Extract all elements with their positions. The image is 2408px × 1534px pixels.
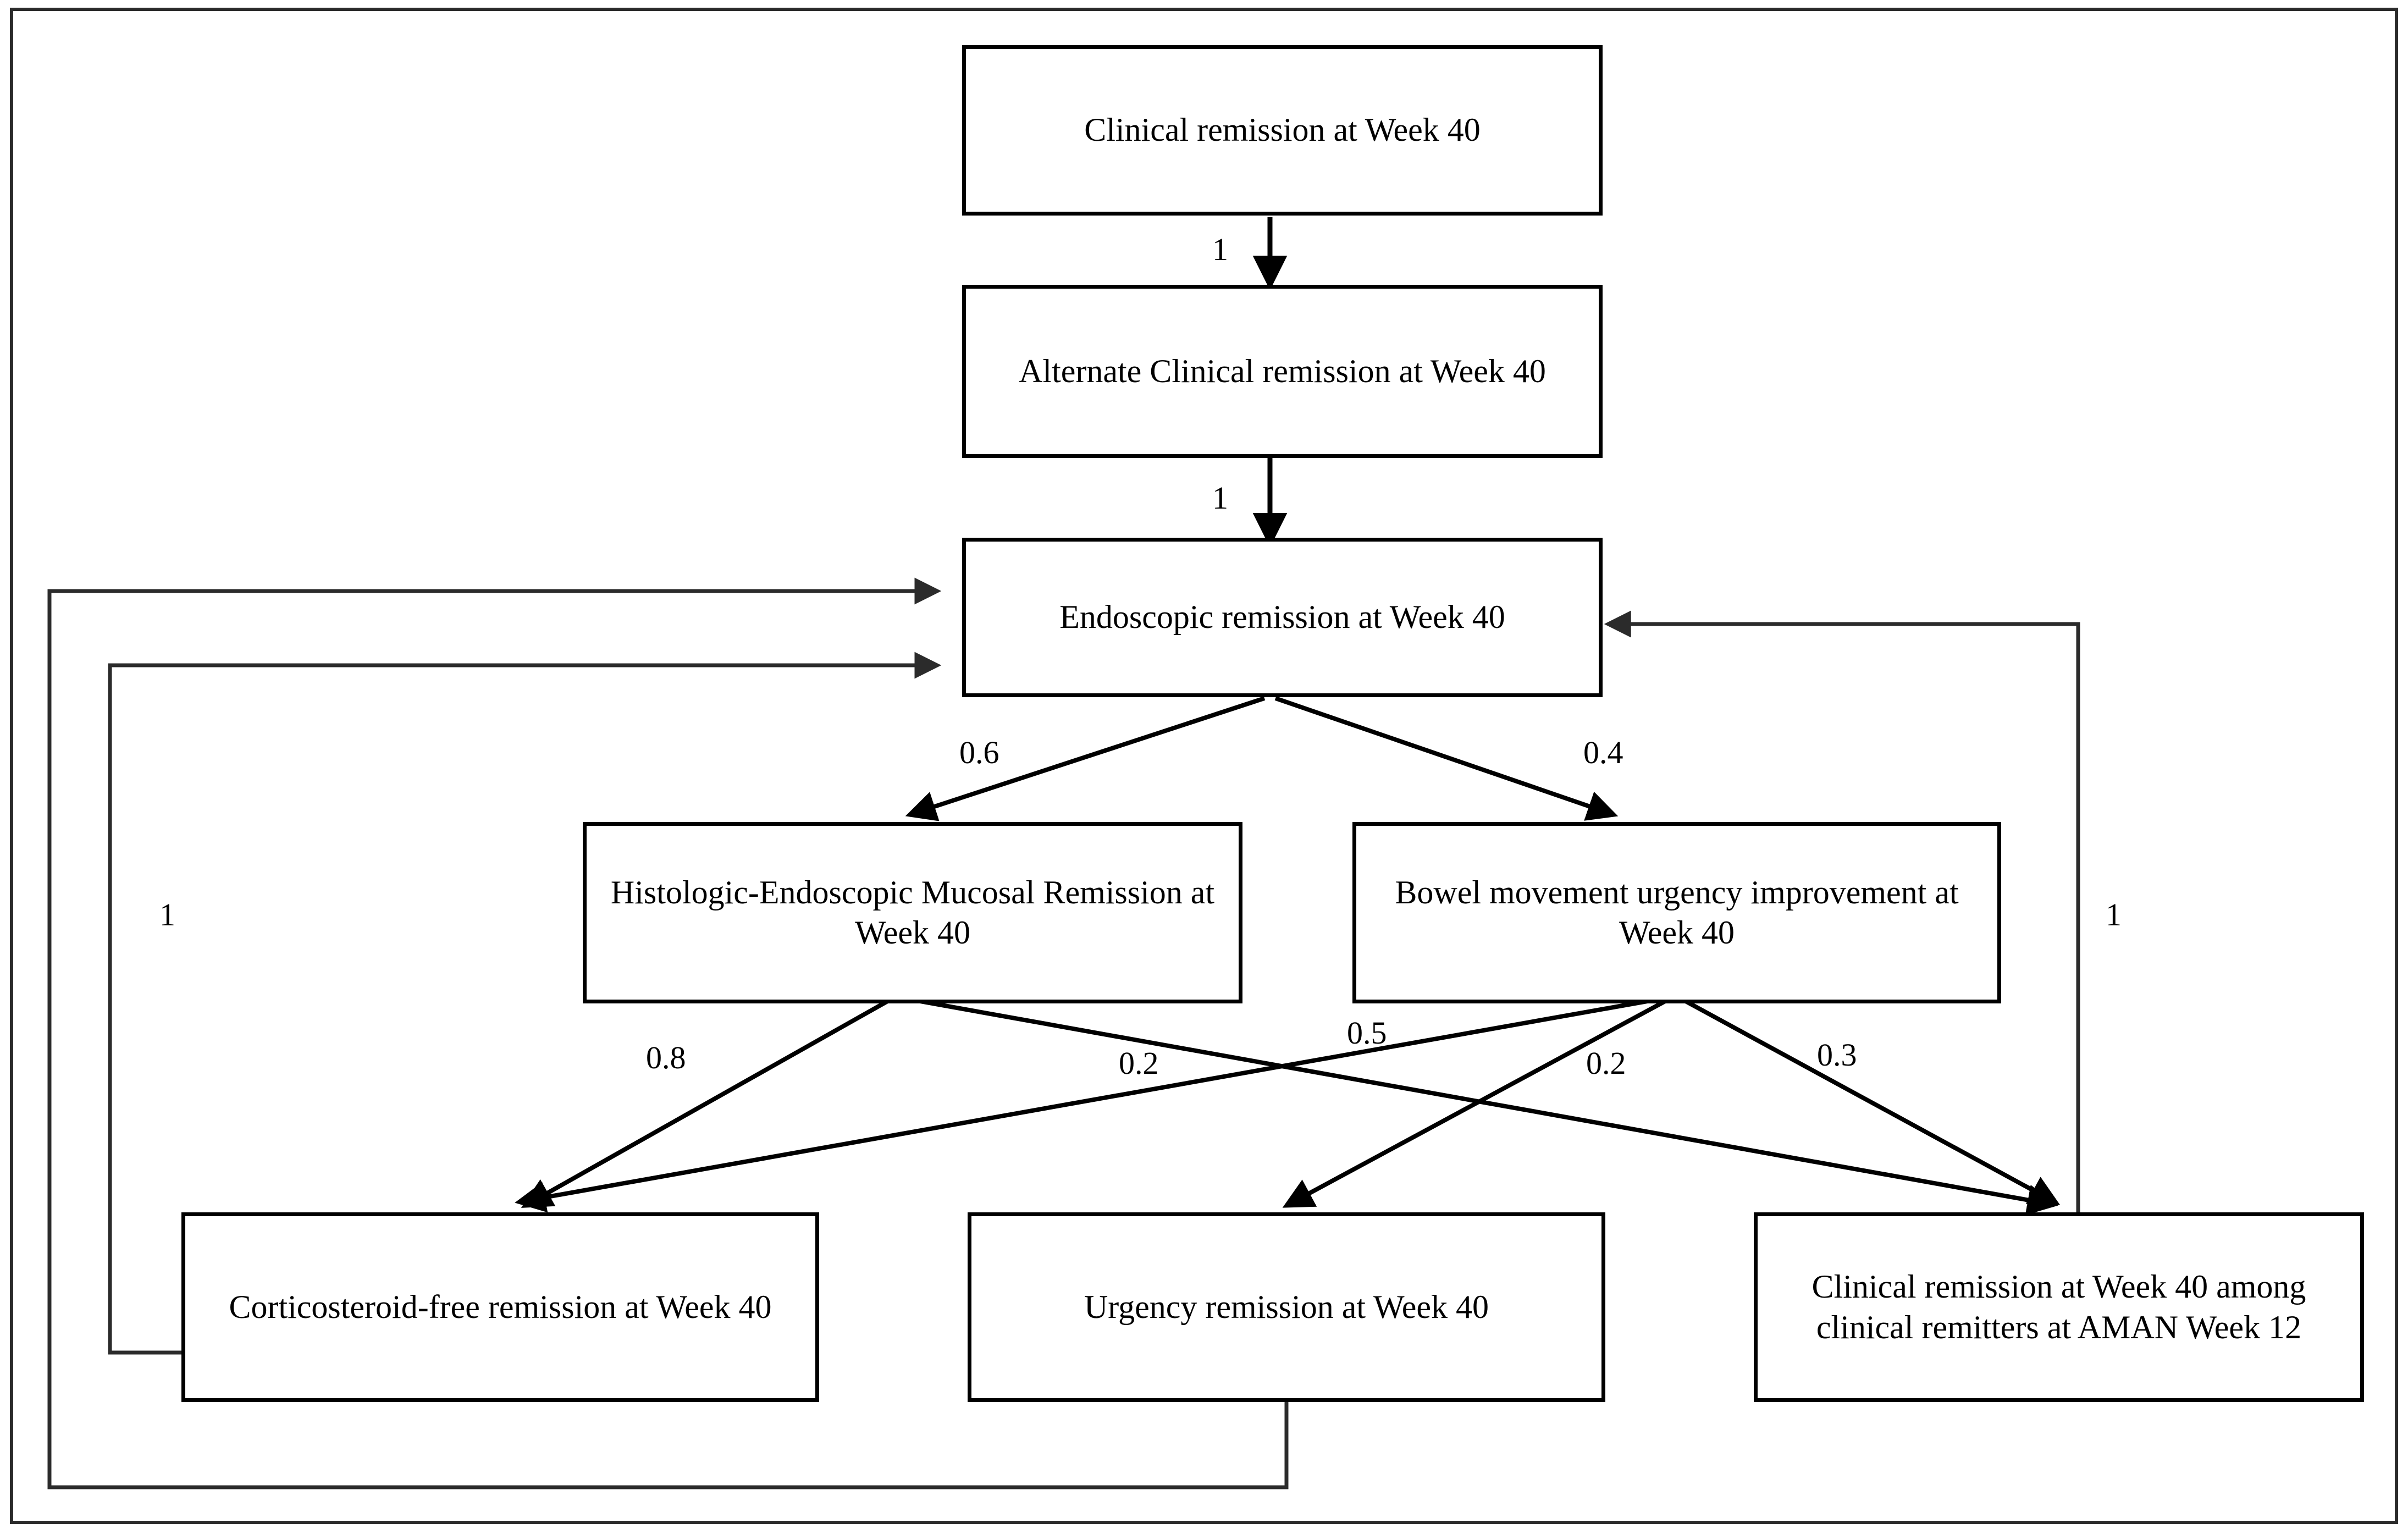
edge-weight-value: 0.5 bbox=[1347, 1015, 1387, 1051]
node-corticosteroid-free-remission-week40[interactable] bbox=[181, 1212, 819, 1402]
node-clinical-remission-week40[interactable] bbox=[962, 45, 1603, 216]
edge-weight-value: 1 bbox=[1212, 480, 1228, 516]
edge-weight-corticosteroid-loopback bbox=[159, 896, 175, 933]
edge-weight-value: 0.8 bbox=[646, 1040, 686, 1075]
node-alternate-clinical-remission-week40[interactable] bbox=[962, 285, 1603, 458]
node-clinical-remission-among-remitters-aman-week12[interactable] bbox=[1754, 1212, 2364, 1402]
edge-weight-value: 0.4 bbox=[1583, 735, 1623, 770]
node-label: Endoscopic remission at Week 40 bbox=[1059, 599, 1505, 636]
edge-weight-value: 1 bbox=[159, 897, 175, 932]
edge-weight-clinical-to-alternate bbox=[1212, 231, 1228, 268]
node-endoscopic-remission-week40[interactable] bbox=[962, 538, 1603, 697]
node-bowel-movement-urgency-improvement-week40[interactable] bbox=[1352, 822, 2001, 1003]
node-label: Urgency remission at Week 40 bbox=[1084, 1288, 1489, 1325]
node-label: Corticosteroid-free remission at Week 40 bbox=[229, 1288, 772, 1325]
edge-weight-value: 1 bbox=[2106, 897, 2122, 932]
edge-weight-endoscopic-to-bowel-urgency bbox=[1583, 734, 1623, 771]
edge-weight-bowel-to-corticosteroid bbox=[1347, 1014, 1387, 1051]
edge-weight-value: 0.3 bbox=[1817, 1037, 1857, 1073]
edge-weight-endoscopic-to-histologic bbox=[959, 734, 999, 771]
edge-weight-alternate-to-endoscopic bbox=[1212, 479, 1228, 516]
edge-weight-histologic-to-corticosteroid bbox=[646, 1039, 686, 1076]
node-urgency-remission-week40[interactable] bbox=[968, 1212, 1605, 1402]
edge-weight-value: 1 bbox=[1212, 231, 1228, 267]
node-label: Alternate Clinical remission at Week 40 bbox=[1019, 352, 1546, 389]
node-label: Bowel movement urgency improvement at Week 40 bbox=[1395, 874, 1959, 951]
edge-weight-histologic-to-remitters bbox=[1119, 1045, 1159, 1081]
node-label: Histologic-Endoscopic Mucosal Remission at Week 40 bbox=[610, 874, 1215, 951]
edge-weight-value: 0.2 bbox=[1586, 1045, 1626, 1081]
edge-weight-bowel-to-urgency-remission bbox=[1586, 1045, 1626, 1081]
node-label: Clinical remission at Week 40 among clinical remitters at AMAN Week 12 bbox=[1811, 1268, 2306, 1345]
edge-weight-value: 0.6 bbox=[959, 735, 999, 770]
node-label: Clinical remission at Week 40 bbox=[1084, 112, 1481, 148]
node-histologic-endoscopic-mucosal-remission-week40[interactable] bbox=[583, 822, 1242, 1003]
edge-weight-remitters-loopback bbox=[2106, 896, 2122, 933]
edge-weight-bowel-to-remitters bbox=[1817, 1036, 1857, 1073]
edge-weight-value: 0.2 bbox=[1119, 1045, 1159, 1081]
